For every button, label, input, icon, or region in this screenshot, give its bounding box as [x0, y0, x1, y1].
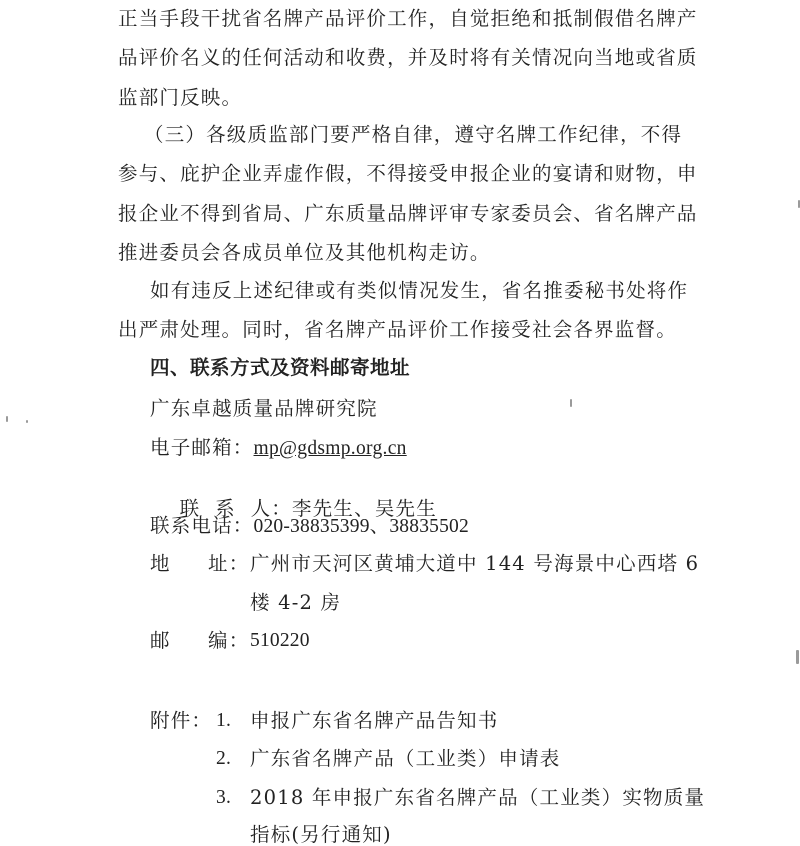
postcode-label-first: 邮 — [150, 629, 171, 652]
attachment-title-cont: 指标(另行通知) — [250, 823, 392, 846]
paragraph-line: 推进委员会各成员单位及其他机构走访。 — [118, 241, 491, 264]
attachment-number: 3. — [216, 787, 232, 808]
attachments-label: 附件： — [150, 709, 213, 732]
paragraph-line: 报企业不得到省局、广东质量品牌评审专家委员会、省名牌产品 — [118, 202, 698, 225]
attachment-number: 1. — [216, 710, 232, 731]
organization-name: 广东卓越质量品牌研究院 — [150, 397, 378, 420]
address-value: 广州市天河区黄埔大道中 144 号海景中心西塔 6 — [250, 552, 700, 575]
paragraph-line: 正当手段干扰省名牌产品评价工作，自觉拒绝和抵制假借名牌产 — [118, 7, 698, 30]
scan-speck — [26, 420, 28, 423]
email-link[interactable]: mp@gdsmp.org.cn — [253, 438, 407, 459]
phone-row — [150, 515, 469, 538]
attachment-title: 2018 年申报广东省名牌产品（工业类）实物质量 — [250, 786, 706, 809]
section-heading: 四、联系方式及资料邮寄地址 — [150, 356, 411, 379]
postcode-label-second: 编： — [208, 629, 250, 652]
attachment-number: 2. — [216, 748, 232, 769]
paragraph-line: 品评价名义的任何活动和收费，并及时将有关情况向当地或省质 — [118, 46, 698, 69]
paragraph-line: 如有违反上述纪律或有类似情况发生，省名推委秘书处将作 — [150, 279, 689, 302]
contact-person-value: 李先生、吴先生 — [292, 497, 437, 520]
paragraph-line: （三）各级质监部门要严格自律，遵守名牌工作纪律，不得 — [144, 123, 683, 146]
contact-person-label: 联 系 人： — [179, 497, 293, 520]
address-label-first: 地 — [150, 552, 171, 575]
attachment-title: 广东省名牌产品（工业类）申请表 — [250, 747, 561, 770]
scan-speck — [796, 650, 799, 664]
email-row — [150, 437, 407, 460]
scan-speck — [6, 416, 8, 422]
phone-label: 联系电话： — [150, 514, 254, 537]
address-value-cont: 楼 4-2 房 — [250, 591, 342, 614]
paragraph-line: 参与、庇护企业弄虚作假，不得接受申报企业的宴请和财物，申 — [118, 162, 698, 185]
address-label-second: 址： — [208, 552, 250, 575]
attachment-title: 申报广东省名牌产品告知书 — [250, 709, 499, 732]
scan-speck — [570, 399, 572, 407]
paragraph-line: 监部门反映。 — [118, 86, 243, 109]
postcode-value: 510220 — [250, 630, 310, 651]
paragraph-line: 出严肃处理。同时，省名牌产品评价工作接受社会各界监督。 — [118, 318, 677, 341]
email-label: 电子邮箱： — [150, 436, 254, 459]
phone-value: 020-38835399、38835502 — [253, 516, 469, 537]
